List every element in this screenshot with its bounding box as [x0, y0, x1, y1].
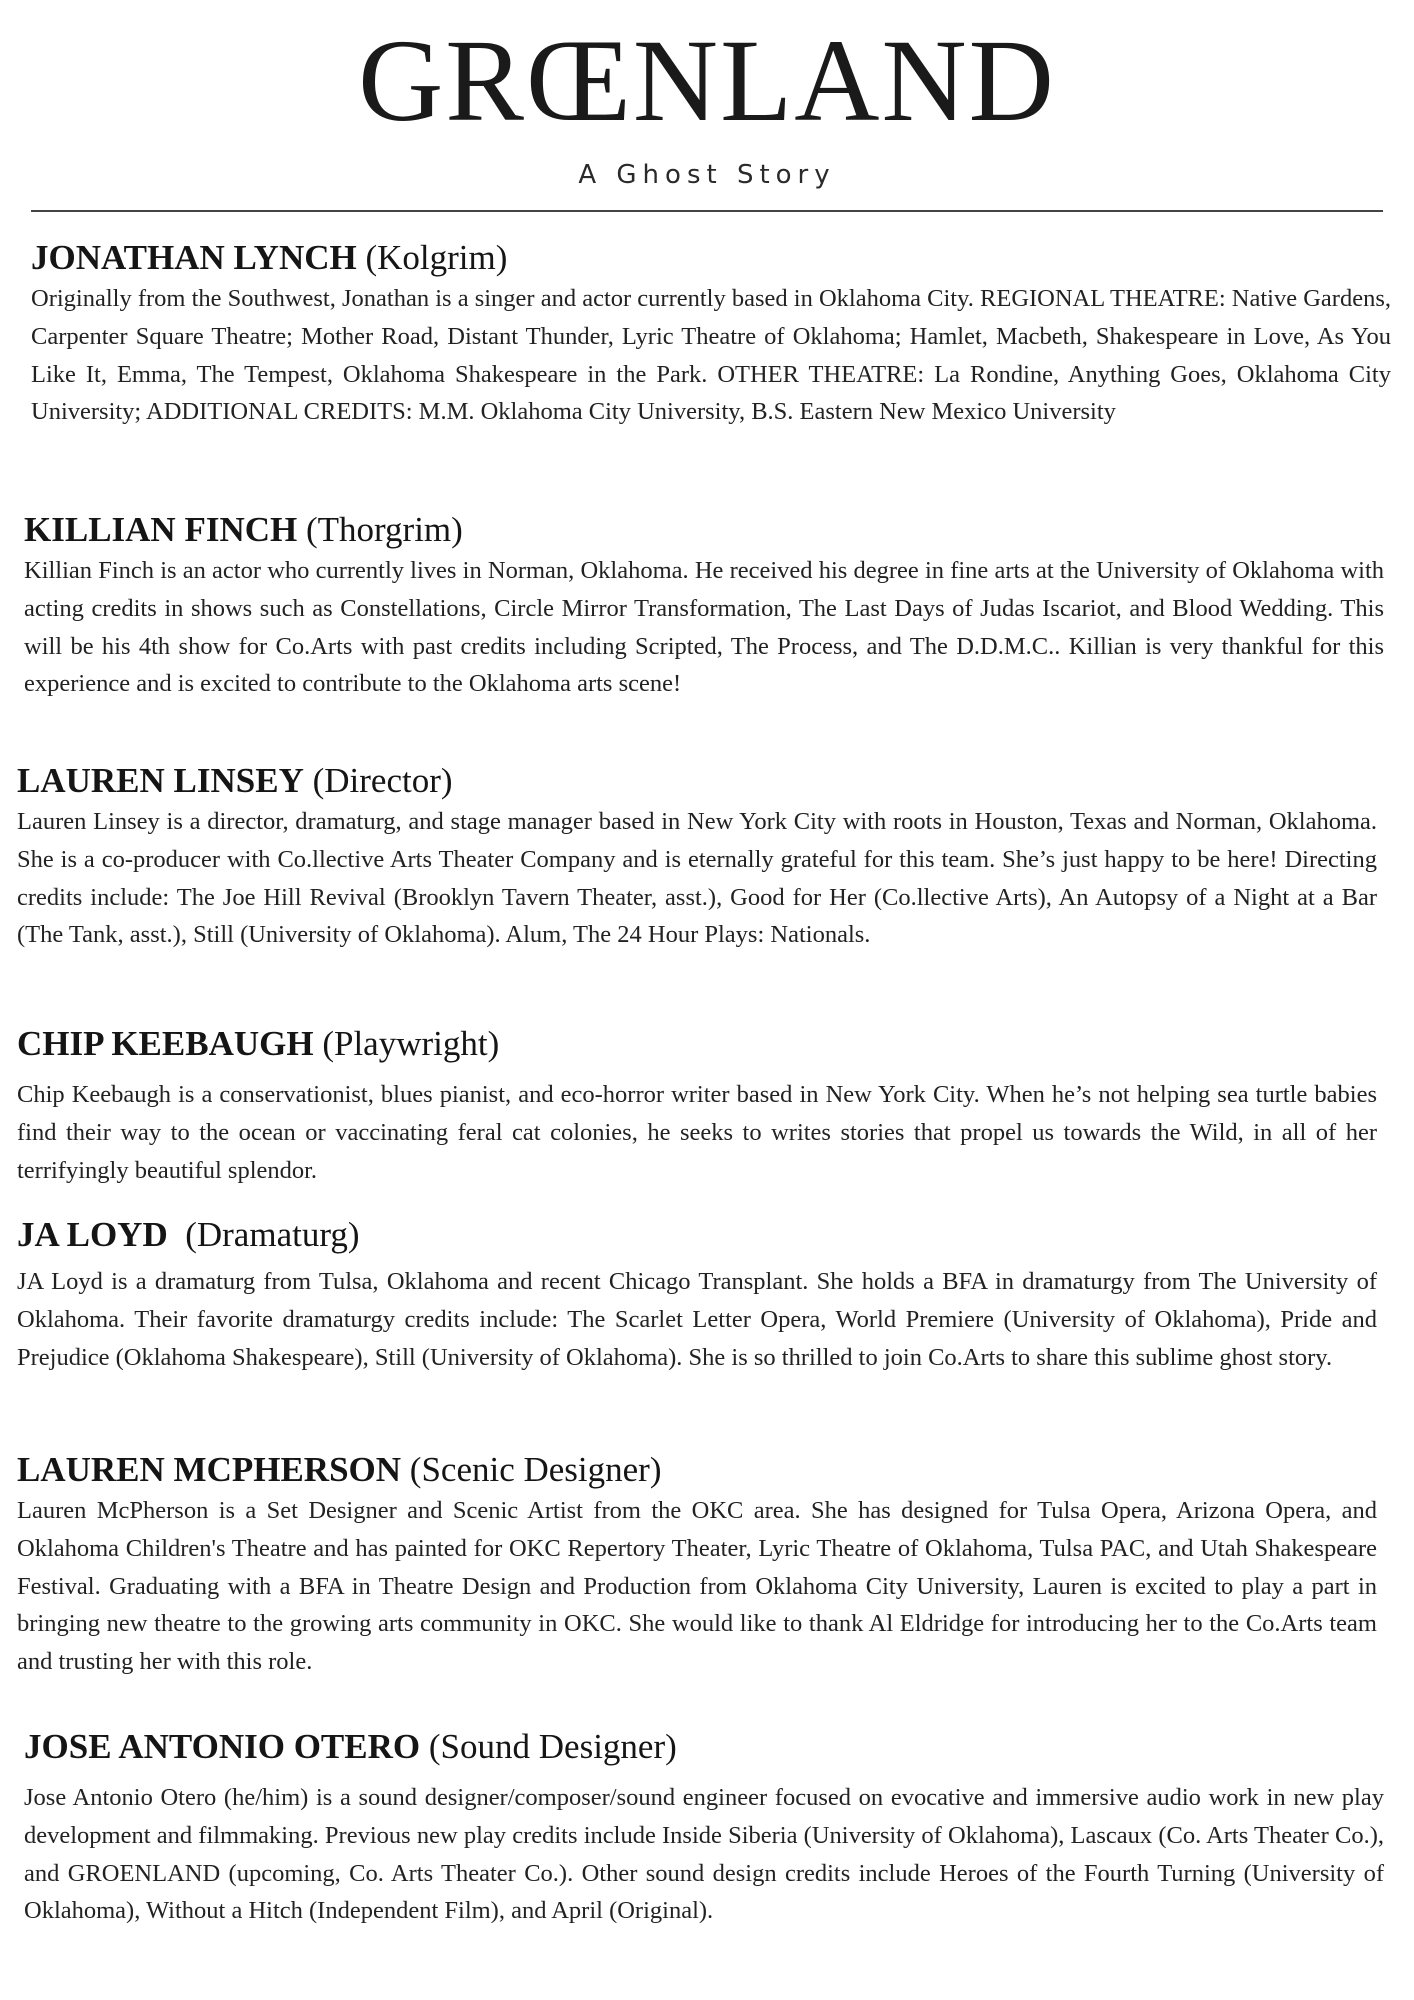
bio-text: Chip Keebaugh is a conservationist, blues pianist, and eco-horror writer based in New York City. When he’s not helping sea turtle babies find their way to the ocean or vaccinating feral cat colonies, he seeks to writes stories that propel us towards the Wild, in all of her terrifyingly beautiful splendor. [17, 1081, 1377, 1184]
bio-role: (Kolgrim) [365, 238, 508, 277]
bio-name: KILLIAN FINCH [24, 510, 298, 549]
bio-jose-antonio-otero [24, 1725, 1384, 1930]
bio-text: Lauren Linsey is a director, dramaturg, and stage manager based in New York City with roots in Houston, Texas and Norman, Oklahoma. She is a co-producer with Co.llective Arts Theater Company and is eternally grateful for this team. She’s just happy to be here! Directing credits include: The Joe Hill Revival (Brooklyn Tavern Theater, asst.), Good for Her (Co.llective Arts), An Autopsy of a Night at a Bar (The Tank, asst.), Still (University of Oklahoma). Alum, The 24 Hour Plays: Nationals. [17, 808, 1377, 949]
bio-name: LAUREN MCPHERSON [17, 1450, 402, 1489]
bio-name: CHIP KEEBAUGH [17, 1024, 314, 1063]
bio-lauren-mcpherson [17, 1448, 1377, 1681]
bio-role: (Sound Designer) [428, 1727, 677, 1766]
bio-text: Killian Finch is an actor who currently lives in Norman, Oklahoma. He received his degree in fine arts at the University of Oklahoma with acting credits in shows such as Constellations, Circle Mirror Transformation, The Last Days of Judas Iscariot, and Blood Wedding. This will be his 4th show for Co.Arts with past credits including Scripted, The Process, and The D.D.M.C.. Killian is very thankful for this experience and is excited to contribute to the Oklahoma arts scene! [24, 557, 1384, 698]
show-title-logo: GRŒNLAND [358, 15, 1056, 146]
bio-lauren-linsey [17, 759, 1377, 954]
bio-text: Lauren McPherson is a Set Designer and Scenic Artist from the OKC area. She has designed for Tulsa Opera, Arizona Opera, and Oklahoma Children's Theatre and has painted for OKC Repertory Theater, Lyric Theatre of Oklahoma, Tulsa PAC, and Utah Shakespeare Festival. Graduating with a BFA in Theatre Design and Production from Oklahoma City University, Lauren is excited to play a part in bringing new theatre to the growing arts community in OKC. She would like to thank Al Eldridge for introducing her to the Co.Arts team and trusting her with this role. [17, 1497, 1377, 1676]
bio-name: JOSE ANTONIO OTERO [24, 1727, 421, 1766]
bio-killian-finch [24, 508, 1384, 703]
show-subtitle: A Ghost Story [578, 160, 836, 190]
bio-role: (Scenic Designer) [409, 1450, 662, 1489]
bio-role: (Dramaturg) [176, 1215, 360, 1254]
bio-heading [17, 1022, 1377, 1066]
bio-role: (Playwright) [322, 1024, 500, 1063]
bio-text: JA Loyd is a dramaturg from Tulsa, Oklahoma and recent Chicago Transplant. She holds a BFA in dramaturgy from The University of Oklahoma. Their favorite dramaturgy credits include: The Scarlet Letter Opera, World Premiere (University of Oklahoma), Pride and Prejudice (Oklahoma Shakespeare), Still (University of Oklahoma). She is so thrilled to join Co.Arts to share this sublime ghost story. [17, 1268, 1377, 1371]
bio-name: JA LOYD [17, 1215, 168, 1254]
bio-heading [24, 508, 1384, 552]
bio-text: Originally from the Southwest, Jonathan is a singer and actor currently based in Oklahoma City. REGIONAL THEATRE: Native Gardens, Carpenter Square Theatre; Mother Road, Distant Thunder, Lyric Theatre of Oklahoma; Hamlet, Macbeth, Shakespeare in Love, As You Like It, Emma, The Tempest, Oklahoma Shakespeare in the Park. OTHER THEATRE: La Rondine, Anything Goes, Oklahoma City University; ADDITIONAL CREDITS: M.M. Oklahoma City University, B.S. Eastern New Mexico University [31, 285, 1391, 426]
bio-chip-keebaugh [17, 1022, 1377, 1189]
bio-role: (Thorgrim) [305, 510, 463, 549]
bio-heading [17, 759, 1377, 803]
bio-heading [17, 1213, 1377, 1257]
bio-text: Jose Antonio Otero (he/him) is a sound designer/composer/sound engineer focused on evocative and immersive audio work in new play development and filmmaking. Previous new play credits include Inside Siberia (University of Oklahoma), Lascaux (Co. Arts Theater Co.), and GROENLAND (upcoming, Co. Arts Theater Co.). Other sound design credits include Heroes of the Fourth Turning (University of Oklahoma), Without a Hitch (Independent Film), and April (Original). [24, 1784, 1384, 1925]
bio-heading [31, 236, 1391, 280]
bio-heading [17, 1448, 1377, 1492]
bio-heading [24, 1725, 1384, 1769]
bio-ja-loyd [17, 1213, 1377, 1376]
bio-role: (Director) [312, 761, 453, 800]
bio-jonathan-lynch [31, 236, 1391, 431]
bio-name: LAUREN LINSEY [17, 761, 304, 800]
header-divider [31, 210, 1383, 212]
bio-name: JONATHAN LYNCH [31, 238, 357, 277]
page-header [0, 0, 1414, 215]
